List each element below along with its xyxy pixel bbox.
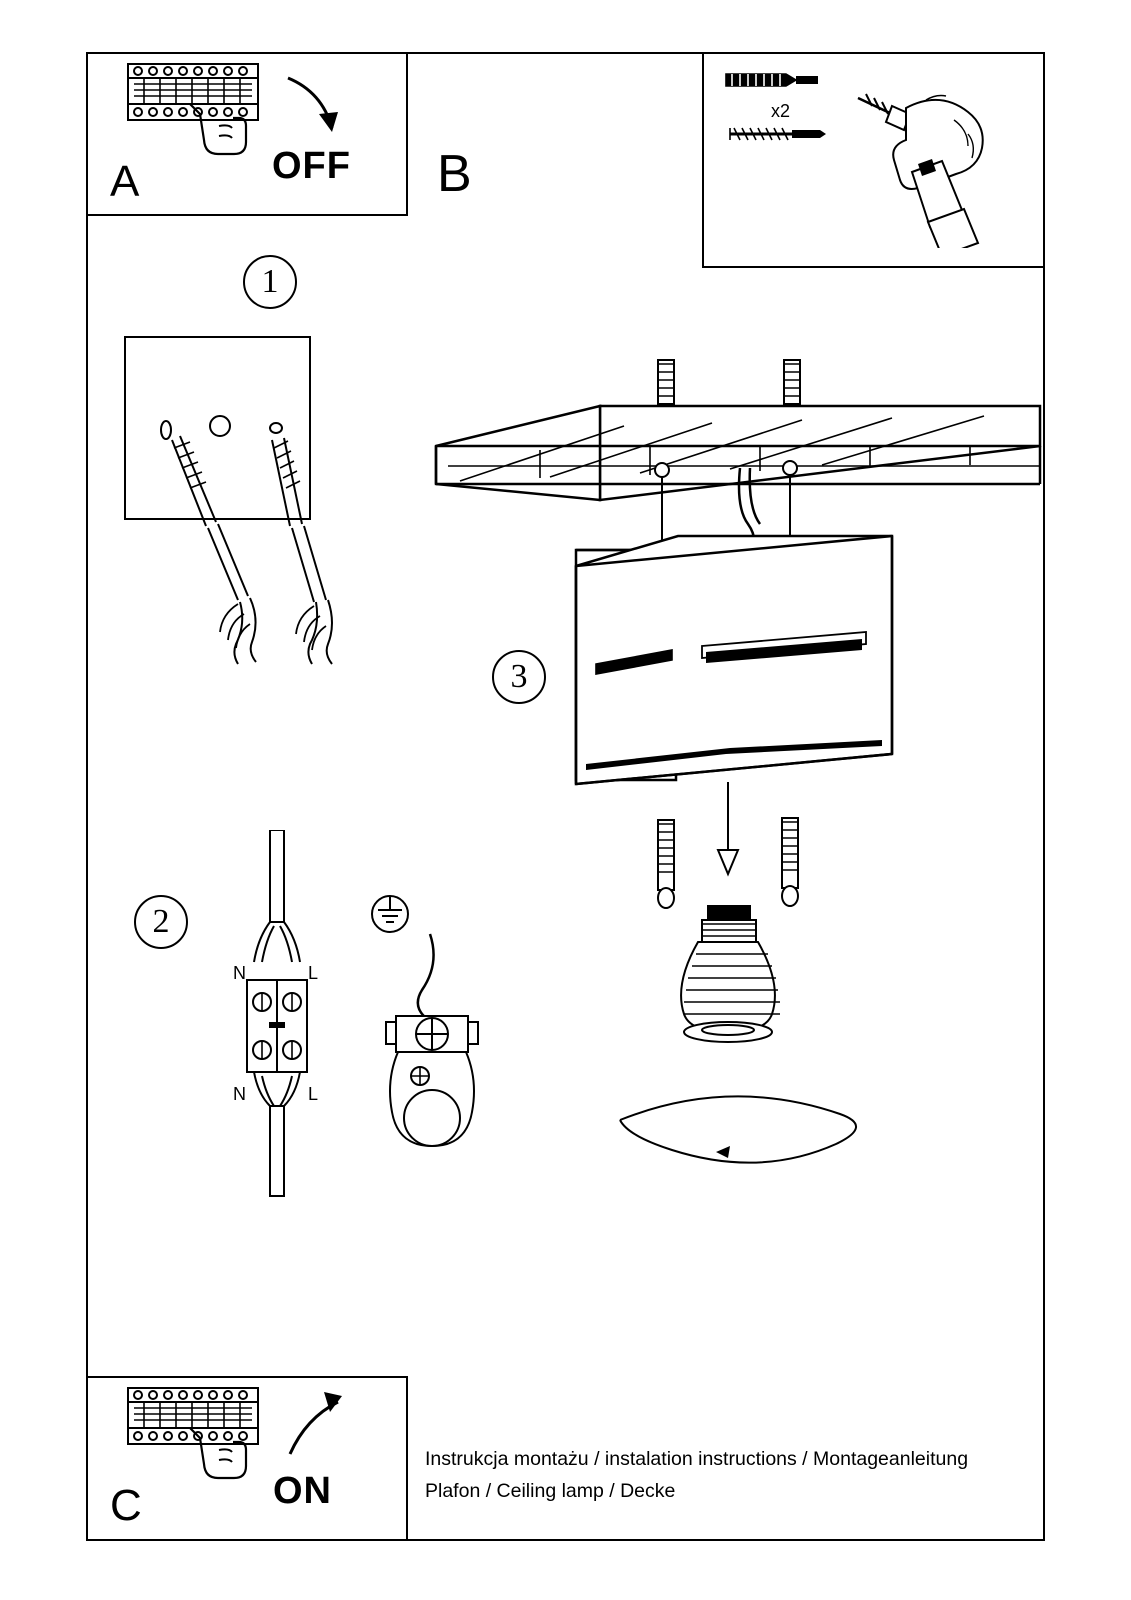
step-3-lamp-assembly-diagram bbox=[430, 350, 1055, 1180]
power-drill-icon bbox=[848, 68, 1028, 248]
step-1-number-badge bbox=[243, 255, 297, 309]
terminal-label-l-top: L bbox=[308, 963, 319, 983]
step-1-drilling-diagram bbox=[124, 336, 394, 736]
circuit-breaker-on-icon bbox=[120, 1382, 390, 1492]
panel-c-letter: C bbox=[110, 1481, 142, 1530]
terminal-label-n-top: N bbox=[233, 963, 246, 983]
step-2-terminal-block-diagram bbox=[225, 830, 355, 1200]
panel-a-word: OFF bbox=[272, 145, 351, 187]
panel-c-word: ON bbox=[273, 1470, 332, 1512]
anchor-quantity-label: x2 bbox=[771, 101, 791, 121]
panel-b-letter: B bbox=[437, 145, 472, 203]
step-2-number-badge bbox=[134, 895, 188, 949]
step-2-number: 2 bbox=[152, 903, 170, 940]
step-1-number: 1 bbox=[261, 263, 279, 300]
step-3-number: 3 bbox=[510, 658, 528, 695]
terminal-label-l-bottom: L bbox=[308, 1084, 319, 1104]
wall-anchor-icon bbox=[718, 62, 828, 102]
footer-text bbox=[425, 1443, 1025, 1507]
footer-line-2: Plafon / Ceiling lamp / Decke bbox=[425, 1480, 676, 1503]
panel-a-letter: A bbox=[110, 157, 140, 206]
screw-icon bbox=[722, 122, 832, 146]
circuit-breaker-off-icon bbox=[120, 58, 390, 168]
terminal-label-n-bottom: N bbox=[233, 1084, 246, 1104]
footer-line-1: Instrukcja montażu / instalation instructions / Montageanleitung bbox=[425, 1448, 969, 1470]
